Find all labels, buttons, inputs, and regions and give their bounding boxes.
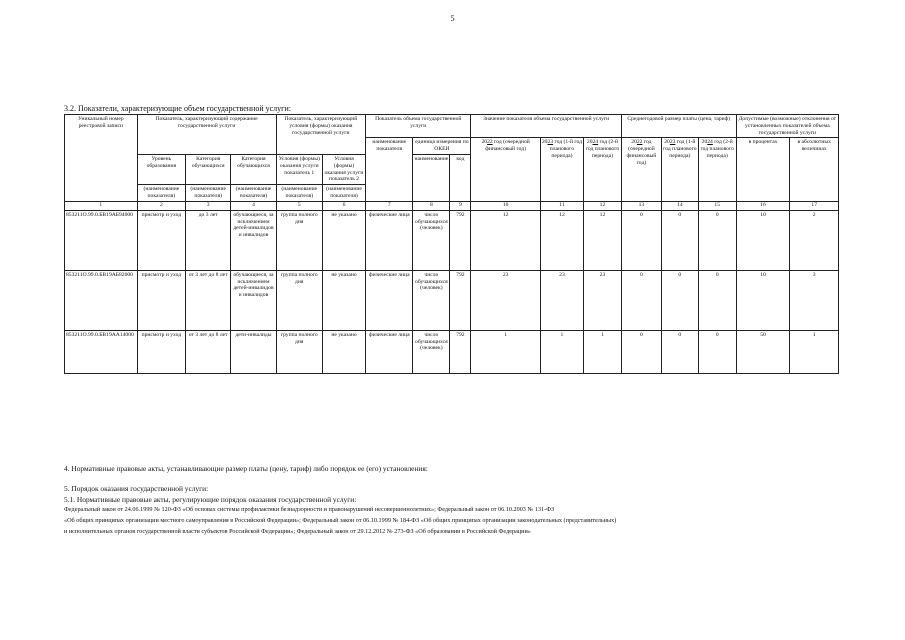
column-number: 1: [65, 201, 138, 210]
laws-line-2: «Об общих принципах организации местного самоуправления в Российской Федерации»; Федеральный закон от 06.10.1999 № 184-ФЗ «Об общих принципах организации законодательных (представительных): [64, 517, 617, 524]
cell-age-group: от 3 лет до 8 лет: [186, 330, 231, 373]
column-number: 17: [790, 201, 839, 210]
column-number: 2: [137, 201, 185, 210]
section-5-1-text: 5.1. Нормативные правовые акты, регулирующие порядок оказания государственной услуги:: [64, 495, 357, 504]
column-number: 3: [186, 201, 231, 210]
column-number: 15: [698, 201, 736, 210]
cell-condition-2: не указано: [322, 270, 365, 330]
cell-service-content: присмотр и уход: [137, 210, 185, 270]
cell-service-form: группа полного дня: [276, 270, 322, 330]
cell-service-form: группа полного дня: [276, 210, 322, 270]
subheader-indicator-name-5: (наименование показателя): [322, 185, 365, 202]
header-allowed-deviations: Допустимые (возможные) отклонения от установленных показателей объема государственной услуги: [736, 115, 838, 138]
subheader-condition-1: Условия (формы) оказания услуги показатель 1: [276, 154, 322, 184]
header-content-indicator: Показатель, характеризующий содержание государственной услуги: [137, 115, 276, 155]
cell-deviation-percent: 10: [736, 210, 790, 270]
header-volume-indicator: Показатель объема государственной услуги: [366, 115, 471, 138]
cell-value-2022: 23: [471, 270, 540, 330]
volume-indicators-table: [64, 114, 839, 374]
subheader-indicator-name-1: (наименование показателя): [137, 185, 185, 202]
header-unit-okei: единица измерения по ОКЕИ: [413, 138, 471, 155]
table-row: [65, 210, 839, 270]
cell-fee-2022: 0: [621, 270, 661, 330]
column-number: 7: [366, 201, 413, 210]
header-fee-2024: 2024 год (2-й год планового периода): [698, 138, 736, 201]
header-fee-2023: 2023 год (1-й год планового периода): [661, 138, 698, 201]
cell-fee-2023: 0: [661, 270, 698, 330]
cell-registry-number: 853211О.99.0.БВ19АА14000: [65, 330, 138, 373]
header-fee-2022: 2022 год (очередной финансовый год): [621, 138, 661, 201]
cell-fee-2023: 0: [661, 330, 698, 373]
cell-deviation-absolute: 2: [790, 210, 839, 270]
subheader-student-category-1: Категория обучающихся: [186, 154, 231, 184]
subheader-condition-2: Условия (формы) оказания услуги показатель 2: [322, 154, 365, 184]
cell-age-group: от 3 лет до 8 лет: [186, 270, 231, 330]
laws-line-3: и исполнительных органов государственной власти субъектов Российской Федерации»; Федеральный закон от 29.12.2012 № 273-ФЗ «Об образовании в Российской Федерации»: [64, 528, 531, 535]
cell-indicator-name: число обучающихся (человек): [413, 330, 450, 373]
cell-service-content: присмотр и уход: [137, 270, 185, 330]
column-number: 9: [450, 201, 471, 210]
column-number: 10: [471, 201, 540, 210]
column-number: 6: [322, 201, 365, 210]
cell-value-2023: 12: [540, 210, 583, 270]
cell-okei-code: 792: [450, 270, 471, 330]
section-title: 3.2. Показатели, характеризующие объем государственной услуги:: [64, 104, 291, 113]
subheader-indicator-name-3: (наименование показателя): [231, 185, 276, 202]
column-number: 13: [621, 201, 661, 210]
column-number-row: [65, 201, 839, 210]
cell-value-2024: 1: [584, 330, 622, 373]
header-registry-number: Уникальный номер реестровой записи: [65, 115, 138, 202]
cell-registry-number: 853211О.99.0.БВ19АБ94000: [65, 210, 138, 270]
cell-deviation-absolute: 1: [790, 330, 839, 373]
header-volume-values: Значение показателя объема государственной услуги: [471, 115, 622, 138]
column-number: 8: [413, 201, 450, 210]
column-number: 14: [661, 201, 698, 210]
cell-fee-2023: 0: [661, 210, 698, 270]
subheader-unit-code: код: [450, 154, 471, 201]
cell-value-2022: 12: [471, 210, 540, 270]
header-conditions-indicator: Показатель, характеризующий условия (формы) оказания государственной услуги: [276, 115, 365, 155]
cell-indicator-name: число обучающихся (человек): [413, 270, 450, 330]
column-number: 4: [231, 201, 276, 210]
cell-fee-2022: 0: [621, 330, 661, 373]
header-deviation-percent: в процентах: [736, 138, 790, 201]
cell-fee-2024: 0: [698, 330, 736, 373]
section-5-text: 5. Порядок оказания государственной услуги:: [64, 484, 209, 493]
table-row: [65, 270, 839, 330]
cell-student-category: обучающиеся, за исключением детей-инвалидов и инвалидов: [231, 270, 276, 330]
laws-line-1: Федеральный закон от 24.06.1999 № 120-ФЗ «Об основах системы профилактики безнадзорности и правонарушений несовершеннолетних»; Федеральный закон от 06.10.2003 № 131-ФЗ: [64, 506, 555, 513]
cell-service-form: группа полного дня: [276, 330, 322, 373]
cell-service-content: присмотр и уход: [137, 330, 185, 373]
cell-indicator-name: число обучающихся (человек): [413, 210, 450, 270]
cell-deviation-absolute: 3: [790, 270, 839, 330]
cell-fee-2022: 0: [621, 210, 661, 270]
subheader-education-level: Уровень образования: [137, 154, 185, 184]
subheader-student-category-2: Категория обучающихся: [231, 154, 276, 184]
subheader-indicator-name-4: (наименование показателя): [276, 185, 322, 202]
subheader-unit-name: наименование: [413, 154, 450, 201]
column-number: 11: [540, 201, 583, 210]
cell-deviation-percent: 10: [736, 270, 790, 330]
header-year-2023: 2023 год (1-й год планового периода): [540, 138, 583, 201]
cell-value-2023: 23: [540, 270, 583, 330]
header-average-fee: Среднегодовой размер платы (цена, тариф): [621, 115, 736, 138]
cell-okei-code: 792: [450, 210, 471, 270]
header-year-2024: 2024 год (2-й год планового периода): [584, 138, 622, 201]
cell-fee-2024: 0: [698, 210, 736, 270]
cell-condition-2: не указано: [322, 210, 365, 270]
cell-value-2024: 12: [584, 210, 622, 270]
cell-value-2023: 1: [540, 330, 583, 373]
cell-consumer-category: физические лица: [366, 270, 413, 330]
cell-condition-2: не указано: [322, 330, 365, 373]
cell-registry-number: 853211О.99.0.БВ19АБ82000: [65, 270, 138, 330]
header-deviation-absolute: в абсолютных величинах: [790, 138, 839, 201]
cell-age-group: до 3 лет: [186, 210, 231, 270]
cell-fee-2024: 0: [698, 270, 736, 330]
cell-consumer-category: физические лица: [366, 330, 413, 373]
table-row: [65, 330, 839, 373]
page-number: 5: [450, 14, 455, 23]
section-4-text: 4. Нормативные правовые акты, устанавливающие размер платы (цену, тариф) либо порядок ее (его) установления:: [64, 464, 428, 473]
cell-value-2024: 23: [584, 270, 622, 330]
cell-okei-code: 792: [450, 330, 471, 373]
cell-deviation-percent: 50: [736, 330, 790, 373]
cell-value-2022: 1: [471, 330, 540, 373]
column-number: 12: [584, 201, 622, 210]
cell-consumer-category: физические лица: [366, 210, 413, 270]
header-year-2022: 2022 год (очередной финансовый год): [471, 138, 540, 201]
column-number: 16: [736, 201, 790, 210]
header-indicator-name: наименование показателя: [366, 138, 413, 201]
cell-student-category: дети-инвалиды: [231, 330, 276, 373]
column-number: 5: [276, 201, 322, 210]
subheader-indicator-name-2: (наименование показателя): [186, 185, 231, 202]
cell-student-category: обучающиеся, за исключением детей-инвалидов и инвалидов: [231, 210, 276, 270]
